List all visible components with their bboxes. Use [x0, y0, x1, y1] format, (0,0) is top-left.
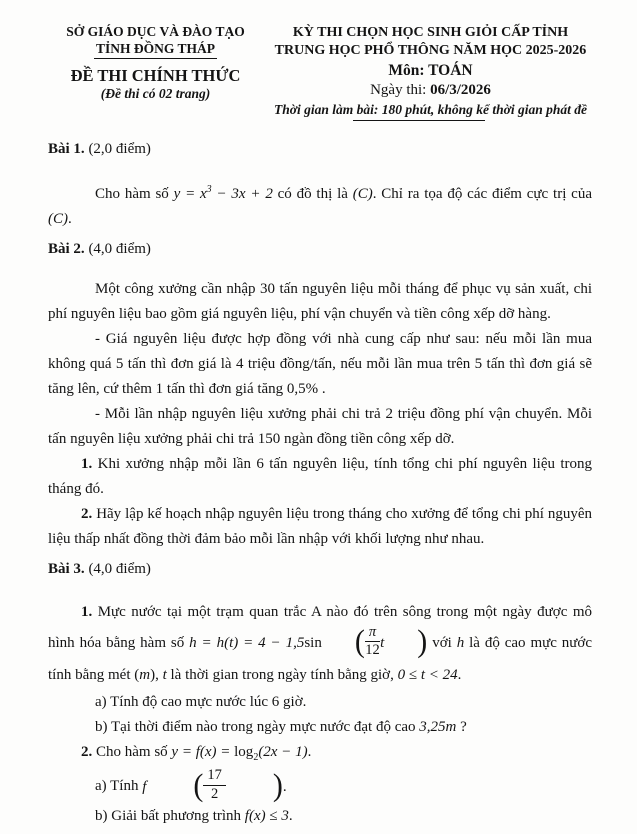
question-mark: ? — [460, 719, 467, 736]
exam-type: ĐỀ THI CHÍNH THỨC — [70, 66, 241, 85]
duration-underline — [353, 120, 485, 121]
problem1-question: . Chỉ ra tọa độ các điểm cực trị của — [372, 186, 592, 202]
item-text: Giải bất phương trình — [111, 807, 242, 824]
period: . — [457, 667, 462, 684]
problem3-q2a — [48, 767, 592, 803]
exam-title-line1: KỲ THI CHỌN HỌC SINH GIỎI CẤP TỈNH — [292, 25, 569, 40]
problem3-heading — [48, 557, 592, 582]
water-level-formula: h = h(t) = 4 − 1,5sin ( $\frac{\pi}{12}$ t ) — [189, 624, 428, 659]
var-t: t — [162, 667, 167, 684]
question-number: 2. — [81, 506, 93, 522]
17-over-2-fraction: $\frac{17}{2}$ — [203, 768, 226, 801]
curve-symbol: (C) — [48, 211, 68, 227]
exam-date-line — [269, 82, 592, 99]
problem1-heading — [48, 137, 592, 162]
date-value: 06/3/2026 — [430, 82, 491, 98]
period: . — [288, 807, 293, 824]
date-label: Ngày thi: — [370, 82, 427, 98]
problem3-q1b — [48, 715, 592, 740]
question-text: Hãy lập kế hoạch nhập nguyên liệu trong tháng cho xưởng để tổng chi phí nguyên liệu thấp nhất đồng thời đảm bảo mỗi lần nhập với khối lượng như nhau. — [48, 506, 593, 547]
province-name: TỈNH ĐỒNG THÁP — [94, 41, 217, 59]
inequality-formula: f(x) ≤ 3 — [244, 807, 289, 824]
question-text: ), — [150, 667, 159, 684]
problem1-text — [48, 177, 592, 232]
question-text: là thời gian trong ngày tính bằng giờ, — [170, 667, 394, 684]
exam-title-line2: TRUNG HỌC PHỔ THÔNG NĂM HỌC 2025-2026 — [274, 43, 587, 58]
problem3-question1 — [48, 597, 592, 690]
item-label: b) — [95, 719, 108, 736]
pages-note: (Đề thi có 02 trang) — [100, 86, 211, 101]
domain-constraint: 0 ≤ t < 24 — [397, 667, 458, 684]
item-text: Tính — [110, 778, 139, 795]
problem2-points: (4,0 điểm) — [88, 241, 151, 257]
header-right-block — [263, 24, 592, 121]
period: . — [68, 211, 72, 227]
problem2-para1: Một công xưởng cần nhập 30 tấn nguyên liệu mỗi tháng để phục vụ sản xuất, chi phí nguyên liệu bao gồm giá nguyên liệu, phí vận chuyển và tiền công xếp dỡ hàng. — [48, 281, 592, 322]
pi-over-12-fraction: $\frac{\pi}{12}$ — [365, 624, 380, 659]
cubic-formula: $y = x^3 - 3x + 2$ — [173, 184, 273, 202]
problem3-question2 — [48, 740, 592, 770]
item-label: a) — [95, 694, 107, 711]
question-number: 2. — [81, 744, 93, 761]
question-number: 1. — [81, 604, 93, 620]
question-text: với — [432, 635, 452, 652]
problem1-label: Bài 1. — [48, 141, 85, 157]
question-text: là độ cao mực nước tính bằng mét ( — [48, 635, 593, 684]
problem3-label: Bài 3. — [48, 561, 85, 577]
exam-header — [48, 24, 592, 121]
problem3-q1a — [48, 690, 592, 715]
item-text: Tại thời điểm nào trong ngày mực nước đạt độ cao — [110, 719, 416, 736]
problem1-points: (2,0 điểm) — [88, 141, 151, 157]
var-h: h — [456, 635, 465, 652]
height-value: 3,25m — [419, 719, 457, 736]
curve-symbol: (C) — [352, 186, 373, 202]
problem2-para2: - Giá nguyên liệu được hợp đồng với nhà cung cấp như sau: nếu mỗi lần mua không quá 5 tấn thì đơn giá là 4 triệu đồng/tấn, nếu mỗi lần mua trên 5 tấn thì đơn giá sẽ tăng lên, cứ thêm 1 tấn thì đơn giá tăng 0,5% . — [48, 331, 592, 397]
item-label: b) — [95, 807, 108, 824]
problem1-mid: có đồ thị là — [277, 186, 348, 202]
problem1-intro: Cho hàm số — [95, 186, 169, 202]
question-text: Mực nước tại một trạm quan trắc A nào đó trên sông trong một ngày được mô hình hóa bằng hàm số — [48, 604, 592, 652]
log-formula: $y = f(x) = \log_2(2x - 1)$. — [171, 744, 312, 764]
subject-line: Môn: TOÁN — [388, 62, 473, 79]
duration-line: Thời gian làm bài: 180 phút, không kể thời gian phát đề — [273, 102, 588, 117]
problem2-question2 — [48, 502, 592, 552]
exam-body — [48, 137, 592, 829]
problem2-heading — [48, 237, 592, 262]
var-m: m — [139, 667, 151, 684]
problem2-label: Bài 2. — [48, 241, 85, 257]
item-label: a) — [95, 778, 107, 795]
problem2-para3: - Mỗi lần nhập nguyên liệu xưởng phải chi trả 2 triệu đồng phí vận chuyển. Mỗi tấn nguyên liệu xưởng phải chi trả 150 ngàn đồng tiền công xếp dỡ. — [48, 406, 592, 447]
problem3-q2b — [48, 804, 592, 829]
question-number: 1. — [81, 456, 93, 472]
item-text: Tính độ cao mực nước lúc 6 giờ. — [110, 694, 307, 711]
problem2-question1 — [48, 452, 592, 502]
question-text: Khi xưởng nhập mỗi lần 6 tấn nguyên liệu, tính tổng chi phí nguyên liệu trong tháng đó. — [48, 456, 593, 497]
question-text: Cho hàm số — [96, 744, 168, 761]
department-name: SỞ GIÁO DỤC VÀ ĐÀO TẠO — [66, 24, 245, 39]
province-line — [48, 40, 263, 59]
problem3-points: (4,0 điểm) — [88, 561, 151, 577]
f-of-17-over-2: f ( $\frac{17}{2}$ ). — [142, 767, 287, 803]
header-left-block — [48, 24, 263, 121]
